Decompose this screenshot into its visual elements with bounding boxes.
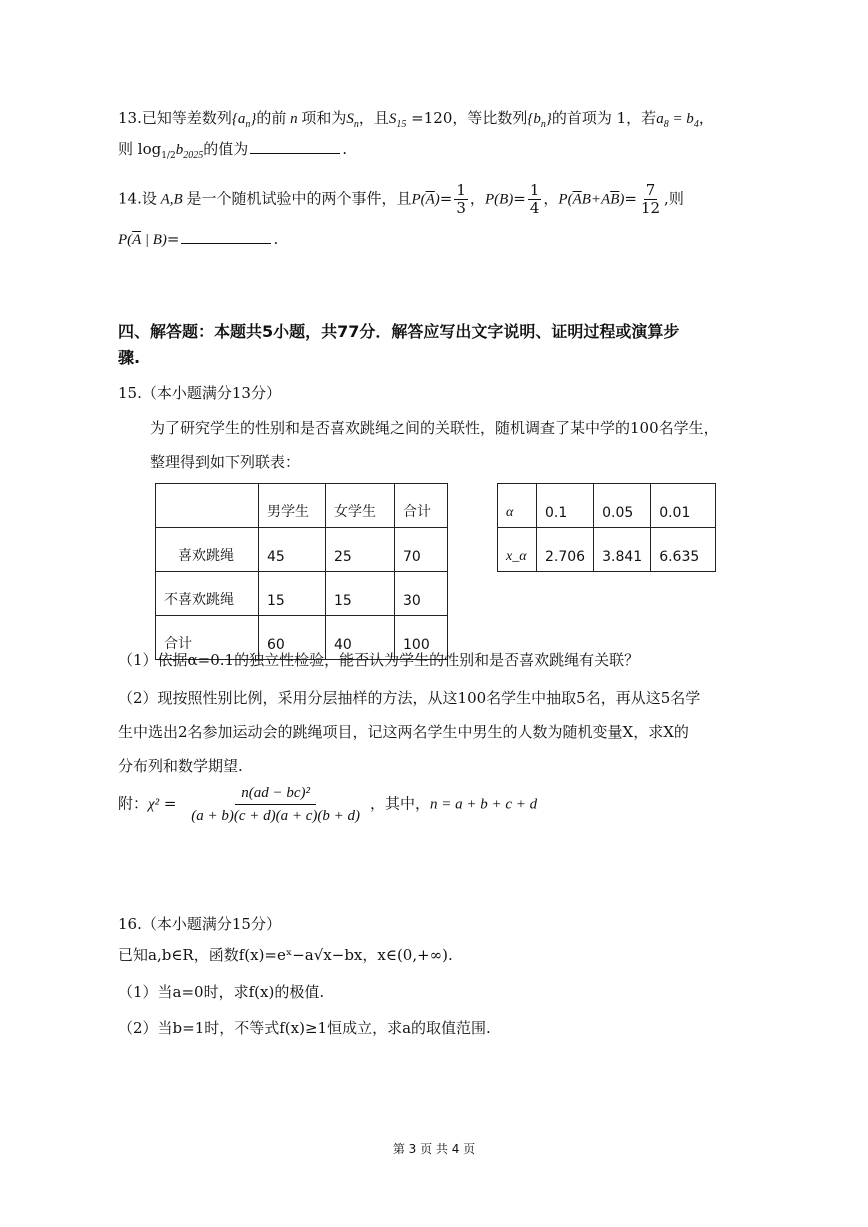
q16-header: 16.（本小题满分15分） xyxy=(118,915,281,933)
table-cell: 25 xyxy=(326,528,395,572)
answer-blank xyxy=(250,138,340,154)
table-row xyxy=(498,484,716,528)
q16-part1: （1）当a=0时，求f(x)的极值. xyxy=(118,983,325,1001)
answer-blank xyxy=(181,228,271,244)
table-cell: 不喜欢跳绳 xyxy=(156,572,259,616)
table-cell: 合计 xyxy=(156,616,259,660)
table-row xyxy=(156,528,448,572)
contingency-table xyxy=(155,483,448,660)
q15-part2-line2: 生中选出2名参加运动会的跳绳项目，记这两名学生中男生的人数为随机变量X，求X的 xyxy=(118,723,689,741)
table-cell: 0.05 xyxy=(594,484,651,528)
table-cell: 100 xyxy=(395,616,448,660)
table-cell: 40 xyxy=(326,616,395,660)
q15-appendix: 附：χ² = $\frac{\text{n(ad − bc)²}}{(a + b)(c + d)(a + c)(b + d)}$ ，其中，n = a + b + c + d xyxy=(118,782,537,827)
q15-intro2: 整理得到如下列联表： xyxy=(150,453,301,471)
table-cell: 15 xyxy=(326,572,395,616)
table-cell: 3.841 xyxy=(594,528,651,572)
q15-header: 15.（本小题满分13分） xyxy=(118,384,281,402)
q15-intro1: 为了研究学生的性别和是否喜欢跳绳之间的关联性，随机调查了某中学的100名学生， xyxy=(150,419,719,437)
table-row xyxy=(156,572,448,616)
critical-value-table xyxy=(497,483,716,572)
table-cell: 喜欢跳绳 xyxy=(156,528,259,572)
table-cell xyxy=(156,484,259,528)
table-cell: 女学生 xyxy=(326,484,395,528)
table-cell: 0.01 xyxy=(651,484,716,528)
q14-line2: $P(\overline{A}$ | B)= . xyxy=(118,230,279,248)
table-cell: α xyxy=(498,484,537,528)
table-cell: 60 xyxy=(259,616,326,660)
q15-part2-line3: 分布列和数学期望. xyxy=(118,757,243,775)
table-cell: 15 xyxy=(259,572,326,616)
section-title-cont: 骤. xyxy=(118,348,141,367)
table-row xyxy=(498,528,716,572)
page-footer: 第 3 页 共 4 页 xyxy=(392,1142,476,1156)
table-cell: 男学生 xyxy=(259,484,326,528)
q14-line1: 14.设 A,B 是一个随机试验中的两个事件，且$P(\overline{A})=$ $\frac{1}{3}$ ，P(B)= $\frac{1}{4}$ ，$P(\overline{A}B+A\overline{B})=$ $\frac{7}{12}$ ,则 xyxy=(118,181,684,217)
table-cell: x_α xyxy=(498,528,537,572)
table-cell: 6.635 xyxy=(651,528,716,572)
q16-part2: （2）当b=1时，不等式f(x)≥1恒成立，求a的取值范围. xyxy=(118,1019,491,1037)
q15-part1: （1）依据α=0.1的独立性检验，能否认为学生的性别和是否喜欢跳绳有关联？ xyxy=(118,651,640,669)
table-cell: 0.1 xyxy=(537,484,594,528)
table-cell: 2.706 xyxy=(537,528,594,572)
table-row xyxy=(156,484,448,528)
table-cell: 45 xyxy=(259,528,326,572)
q13-line1: 13.已知等差数列$\{a_n\}$的前 n 项和为$S_n$，且$S_{15} =120$，等比数列$\{b_n\}$的首项为 1，若$a_8 = b_4$， xyxy=(118,109,714,130)
q15-part2-line1: （2）现按照性别比例，采用分层抽样的方法，从这100名学生中抽取5名，再从这5名学 xyxy=(118,689,701,707)
section-title: 四、解答题：本题共5小题，共77分．解答应写出文字说明、证明过程或演算步 xyxy=(118,322,680,341)
q13-line2: 则 $\log_{1/2}b_{2025}$的值为 . xyxy=(118,140,347,161)
table-cell: 合计 xyxy=(395,484,448,528)
table-cell: 30 xyxy=(395,572,448,616)
table-cell: 70 xyxy=(395,528,448,572)
q16-given: 已知a,b∈R，函数f(x)=eˣ−a√x−bx，x∈(0,+∞). xyxy=(118,946,453,964)
